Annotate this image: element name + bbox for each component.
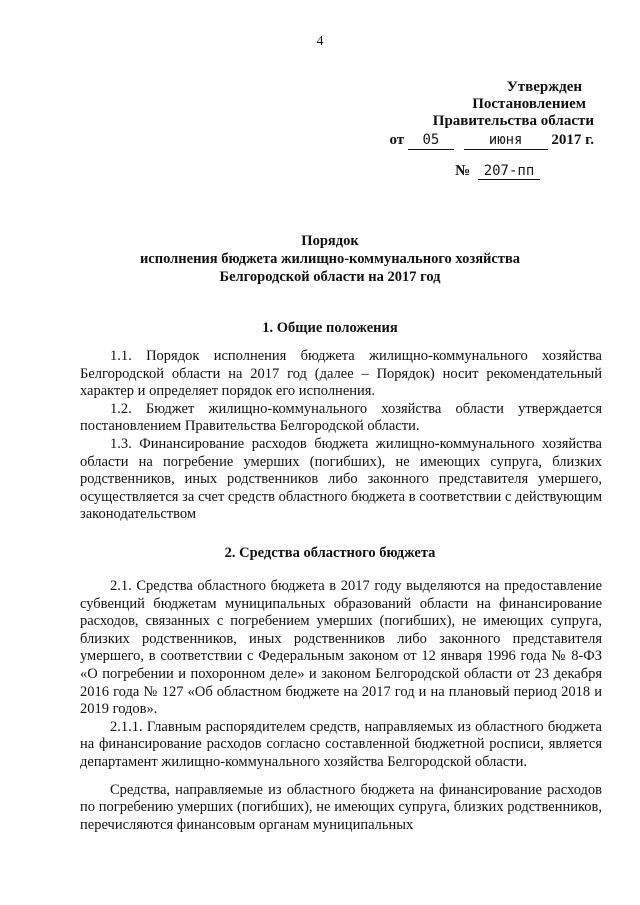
number-prefix: № [455,163,471,179]
paragraph-spacer [80,772,602,782]
paragraph-1-2: 1.2. Бюджет жилищно-коммунального хозяйства области утверждается постановлением Правительства Белгородской области. [80,400,602,435]
paragraph-1-1: 1.1. Порядок исполнения бюджета жилищно-коммунального хозяйства Белгородской области на 2017 год (далее – Порядок) носит рекомендательный характер и определяет порядок его исполнения. [80,348,602,400]
section-2-heading: 2. Средства областного бюджета [224,545,436,561]
paragraph-2-1: 2.1. Средства областного бюджета в 2017 году выделяются на предоставление субвенций бюджетам муниципальных образований области на финансирование расходов, связанных с погребением умерших (погибших), не имеющих супруга, близких родственников, иных родственников либо законного представителя умершего, в соответствии с Федеральным законом от 12 января 1996 года № 8-ФЗ «О погребении и похоронном деле» и законом Белгородской области от 23 декабря 2016 года № 127 «Об областном бюджете на 2017 год и на плановый период 2018 и 2019 годов». [80,578,602,718]
paragraph-2-1-1: 2.1.1. Главным распорядителем средств, направляемых из областного бюджета на финансирование расходов согласно составленной бюджетной росписи, является департамент жилищно-коммунального хозяйства Белгородской области. [80,718,602,770]
approval-line-government: Правительства области [432,113,594,129]
approval-number [455,163,540,180]
document-title [60,232,600,286]
section-2-body [80,578,602,834]
section-1-heading: 1. Общие положения [262,320,398,336]
approval-date [389,132,594,150]
title-line-1: Порядок [301,233,359,249]
paragraph-2-funds: Средства, направляемые из областного бюджета на финансирование расходов по погребению умерших (погибших), не имеющих супруга, близких родственников, перечисляются финансовым органам муниципальных [80,781,602,833]
title-line-3: Белгородской области на 2017 год [219,269,441,285]
section-1-body [80,348,602,524]
date-prefix: от [389,132,405,148]
approval-block [389,79,594,150]
date-month: июня [464,132,548,150]
title-line-2: исполнения бюджета жилищно-коммунального хозяйства [139,251,521,267]
page-number: 4 [316,34,324,49]
number-value: 207-пп [478,163,540,180]
approval-line-resolution: Постановлением [472,96,586,112]
paragraph-1-3: 1.3. Финансирование расходов бюджета жилищно-коммунального хозяйства области на погребение умерших (погибших), не имеющих супруга, близких родственников, иных родственников либо законного представителя умершего, осуществляется за счет средств областного бюджета в соответствии с действующим законодательством [80,435,602,523]
date-day: 05 [408,132,454,150]
approval-line-approved: Утвержден [506,79,582,95]
date-year: 2017 г. [551,132,594,148]
